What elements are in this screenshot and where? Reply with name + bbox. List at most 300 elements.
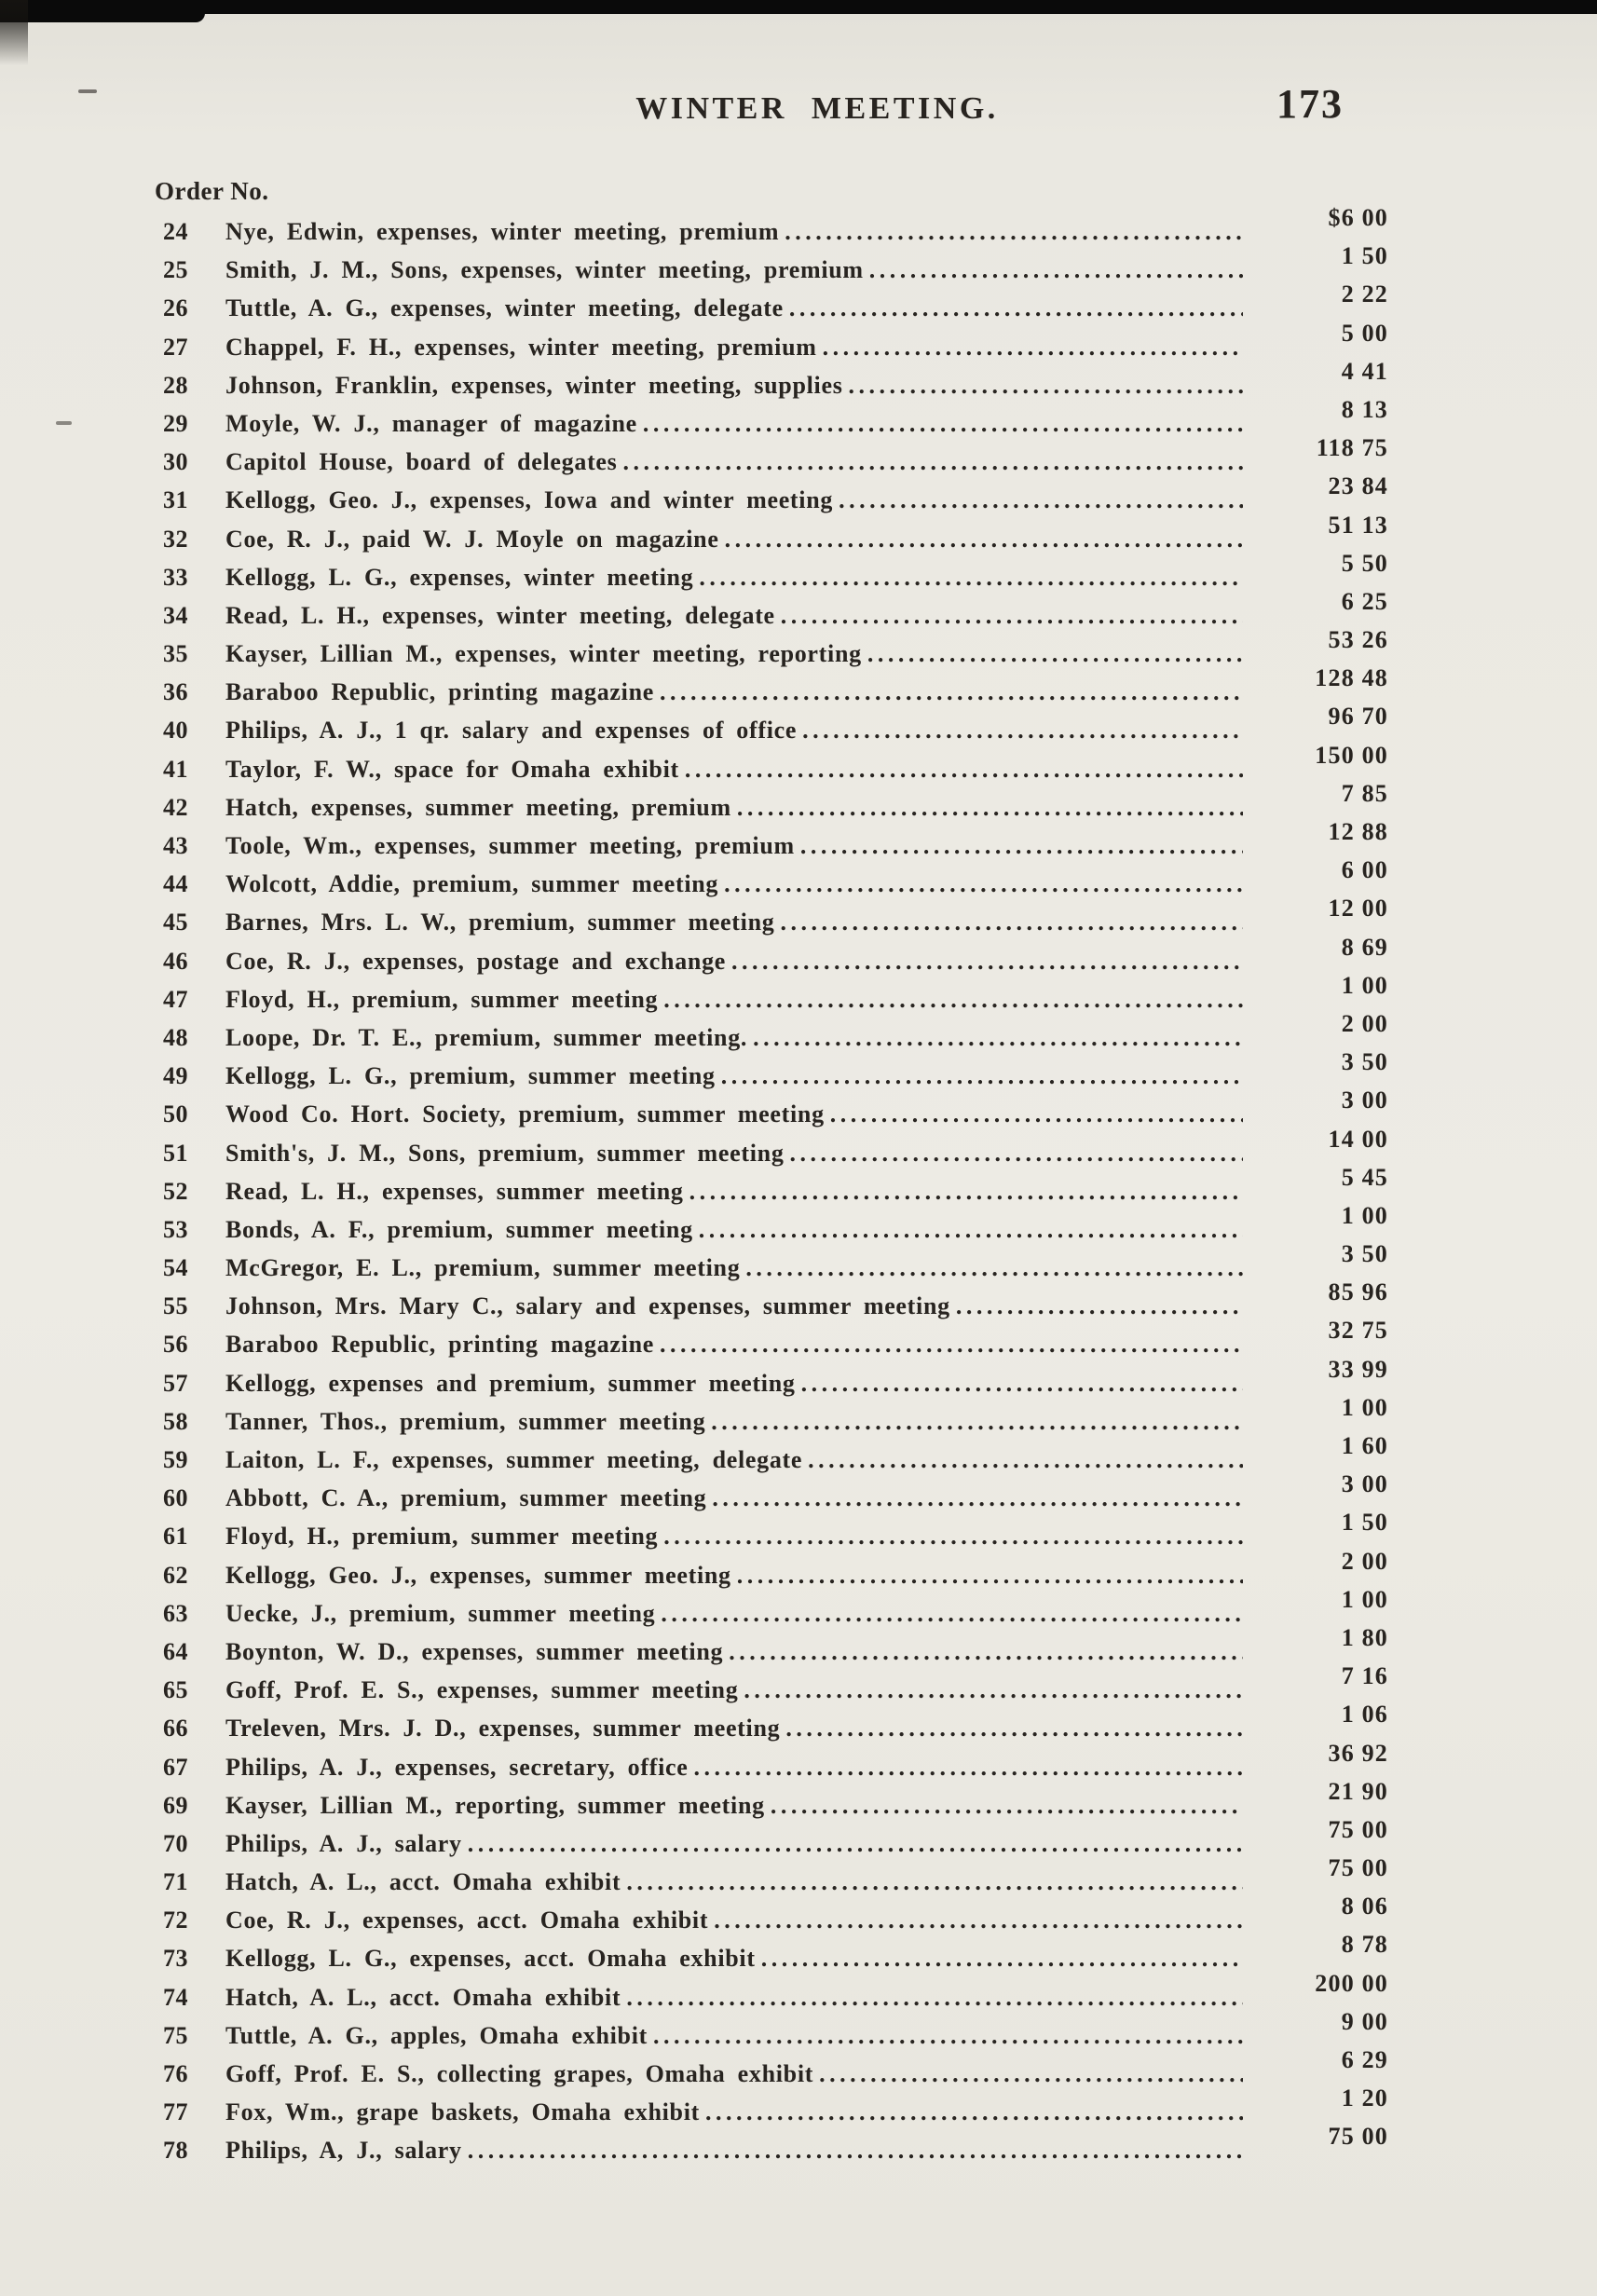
row-text: Philips, A, J., salary [225,2137,462,2165]
ledger-row [155,1163,1388,1210]
order-number: 78 [163,2137,188,2165]
ledger-row [155,971,1388,1018]
row-description [225,328,1265,366]
dot-leader [802,711,1243,749]
dot-leader [712,1479,1243,1517]
order-number: 70 [163,1829,188,1857]
dot-leader [800,827,1243,865]
ledger-row [155,1623,1388,1671]
ledger-row [155,1278,1388,1325]
row-amount: 5 00 [1341,319,1388,347]
row-description [225,1441,1265,1479]
order-number: 64 [163,1637,188,1665]
order-number: 62 [163,1561,188,1589]
order-number: 47 [163,985,188,1013]
dot-leader [789,289,1243,327]
row-text: Abbott, C. A., premium, summer meeting [225,1484,707,1512]
row-description [225,1939,1265,1977]
row-text: Philips, A. J., salary [225,1829,462,1857]
row-amount: 33 99 [1328,1355,1388,1383]
dot-leader [737,788,1243,827]
order-number: 65 [163,1676,188,1704]
order-number: 27 [163,333,188,361]
dot-leader [724,865,1243,903]
dot-leader [869,251,1243,289]
row-text: Bonds, A. F., premium, summer meeting [225,1215,693,1243]
order-number: 42 [163,793,188,821]
order-number: 71 [163,1868,188,1896]
dot-leader [839,481,1243,519]
order-number: 34 [163,601,188,629]
row-description [225,1479,1265,1517]
row-text: Hatch, A. L., acct. Omaha exhibit [225,1983,621,2011]
row-amount: 21 90 [1328,1777,1388,1805]
order-number: 56 [163,1331,188,1359]
row-text: Hatch, expenses, summer meeting, premium [225,793,731,821]
row-description [225,1786,1265,1824]
ledger-row [155,1470,1388,1517]
dot-leader [711,1402,1243,1441]
order-number: 28 [163,371,188,399]
row-description [225,1018,1265,1057]
row-amount: 3 50 [1341,1240,1388,1268]
row-amount: 1 00 [1341,1393,1388,1421]
order-number: 48 [163,1023,188,1051]
ledger-row [155,818,1388,865]
ledger-row [155,664,1388,711]
row-description [225,1095,1265,1133]
dot-leader [731,942,1243,980]
row-description [225,788,1265,827]
order-number: 61 [163,1523,188,1551]
ledger-row [155,1240,1388,1287]
row-text: Chappel, F. H., expenses, winter meeting, premium [225,333,817,361]
row-amount: 8 13 [1341,395,1388,423]
row-text: Treleven, Mrs. J. D., expenses, summer meeting [225,1715,781,1742]
row-text: Capitol House, board of delegates [225,448,618,476]
ledger-row [155,1509,1388,1555]
row-description [225,1633,1265,1671]
dot-leader [725,520,1243,558]
ledger-row [155,1815,1388,1863]
dot-leader [653,2016,1243,2055]
order-number: 77 [163,2098,188,2126]
dot-leader [785,212,1243,251]
row-amount: 12 88 [1328,818,1388,845]
order-number: 24 [163,218,188,245]
ledger-list [155,204,1388,2170]
dot-leader [801,1364,1243,1402]
row-description [225,1402,1265,1441]
row-text: Loope, Dr. T. E., premium, summer meeting. [225,1023,748,1051]
row-description [225,251,1265,289]
order-number: 32 [163,525,188,553]
row-text: Smith's, J. M., Sons, premium, summer meeting [225,1139,785,1167]
row-description [225,1172,1265,1210]
dot-leader [753,1018,1243,1057]
row-description [225,1594,1265,1633]
ledger-row [155,2007,1388,2055]
dot-leader [785,1709,1243,1747]
dot-leader [689,1172,1243,1210]
ledger-row [155,1009,1388,1057]
row-text: Kellogg, expenses and premium, summer meeting [225,1369,796,1397]
order-number: 33 [163,563,188,591]
dot-leader [781,596,1243,635]
dot-leader [744,1671,1243,1709]
ledger [155,171,1388,2170]
row-amount: 8 69 [1341,933,1388,961]
row-text: Kellogg, Geo. J., expenses, summer meeting [225,1561,731,1589]
scan-edge-artifact [0,0,205,22]
ledger-row [155,1547,1388,1594]
row-amount: 96 70 [1328,703,1388,731]
dot-leader [660,1325,1243,1363]
order-number: 49 [163,1062,188,1090]
row-amount: 3 00 [1341,1086,1388,1114]
row-amount: 3 50 [1341,1048,1388,1076]
dot-leader [745,1249,1243,1287]
row-amount: 6 29 [1341,2046,1388,2073]
ledger-row [155,1701,1388,1747]
scan-edge-artifact [0,0,1597,14]
order-number: 40 [163,717,188,745]
ledger-row [155,1585,1388,1633]
row-text: Boynton, W. D., expenses, summer meeting [225,1637,724,1665]
order-number: 35 [163,640,188,668]
row-text: Kellogg, L. G., premium, summer meeting [225,1062,716,1090]
order-number: 69 [163,1791,188,1819]
row-text: Laiton, L. F., expenses, summer meeting, delegate [225,1446,803,1473]
ledger-row [155,1854,1388,1901]
dot-leader [823,328,1243,366]
order-number: 46 [163,947,188,975]
order-number: 43 [163,832,188,859]
row-amount: 14 00 [1328,1125,1388,1153]
dot-leader [643,404,1243,443]
dot-leader [699,558,1243,596]
row-description [225,2016,1265,2055]
dot-leader [771,1786,1243,1824]
row-amount: 1 00 [1341,971,1388,999]
row-amount: 1 20 [1341,2084,1388,2112]
order-number: 29 [163,409,188,437]
ledger-row [155,2084,1388,2131]
row-description [225,827,1265,865]
ledger-row [155,1355,1388,1402]
dot-leader [819,2055,1243,2093]
dot-leader [714,1901,1243,1939]
order-number: 58 [163,1407,188,1435]
row-amount: 1 60 [1341,1432,1388,1459]
row-text: Tuttle, A. G., expenses, winter meeting, delegate [225,294,784,322]
order-number: 30 [163,448,188,476]
row-text: Floyd, H., premium, summer meeting [225,1523,659,1551]
row-text: Hatch, A. L., acct. Omaha exhibit [225,1868,621,1896]
row-description [225,1709,1265,1747]
order-no-label: Order No. [155,177,269,205]
row-description [225,711,1265,749]
order-number: 66 [163,1715,188,1742]
row-amount: 8 78 [1341,1931,1388,1959]
order-number: 73 [163,1945,188,1973]
row-description [225,1287,1265,1325]
ledger-row [155,933,1388,980]
row-amount: 75 00 [1328,1815,1388,1843]
ledger-row [155,895,1388,941]
row-text: Tuttle, A. G., apples, Omaha exhibit [225,2021,648,2049]
ledger-row [155,395,1388,443]
ledger-row [155,549,1388,596]
ledger-row [155,280,1388,327]
dot-leader [705,2093,1243,2131]
row-description [225,673,1265,711]
order-number: 45 [163,909,188,936]
row-description [225,558,1265,596]
ledger-row [155,779,1388,827]
row-amount: 1 00 [1341,1585,1388,1613]
scan-mark-artifact [56,421,72,425]
row-text: Taylor, F. W., space for Omaha exhibit [225,755,679,783]
row-amount: 9 00 [1341,2007,1388,2035]
row-description [225,520,1265,558]
row-amount: 6 25 [1341,587,1388,615]
row-amount: 1 50 [1341,242,1388,270]
row-amount: 150 00 [1315,741,1388,769]
ledger-row [155,1662,1388,1709]
ledger-row [155,1432,1388,1479]
row-text: Read, L. H., expenses, winter meeting, delegate [225,601,775,629]
row-text: Uecke, J., premium, summer meeting [225,1599,656,1627]
row-text: Johnson, Franklin, expenses, winter meeting, supplies [225,371,843,399]
row-text: Kellogg, Geo. J., expenses, Iowa and winter meeting [225,486,834,514]
row-description [225,2131,1265,2169]
dot-leader [660,673,1243,711]
row-text: Coe, R. J., expenses, postage and exchange [225,947,727,975]
row-description [225,2093,1265,2131]
row-text: Smith, J. M., Sons, expenses, winter meeting, premium [225,256,864,284]
ledger-row [155,1777,1388,1824]
row-text: Kellogg, L. G., expenses, winter meeting [225,563,694,591]
ledger-row [155,242,1388,289]
order-number: 53 [163,1215,188,1243]
row-amount: 1 50 [1341,1509,1388,1537]
order-number: 52 [163,1177,188,1205]
row-description [225,481,1265,519]
order-number: 63 [163,1599,188,1627]
row-amount: 32 75 [1328,1317,1388,1345]
row-amount: 2 00 [1341,1009,1388,1037]
row-description [225,903,1265,941]
order-number: 57 [163,1369,188,1397]
row-description [225,942,1265,980]
dot-leader [808,1441,1243,1479]
row-amount: 1 06 [1341,1701,1388,1729]
row-description [225,750,1265,788]
row-text: Moyle, W. J., manager of magazine [225,409,637,437]
order-number: 41 [163,755,188,783]
page-number: 173 [1276,81,1344,127]
row-description [225,980,1265,1018]
dot-leader [780,903,1243,941]
row-amount: 200 00 [1315,1969,1388,1997]
row-amount: 7 16 [1341,1662,1388,1690]
ledger-row [155,1201,1388,1249]
order-number: 26 [163,294,188,322]
dot-leader [468,1824,1243,1863]
row-amount: 23 84 [1328,472,1388,500]
ledger-row [155,741,1388,788]
dot-leader [790,1134,1243,1172]
ledger-row [155,319,1388,366]
row-text: Goff, Prof. E. S., collecting grapes, Omaha exhibit [225,2060,814,2087]
row-text: Philips, A. J., 1 qr. salary and expenses of office [225,717,798,745]
row-description [225,865,1265,903]
ledger-row [155,1125,1388,1172]
order-number: 74 [163,1983,188,2011]
row-amount: 85 96 [1328,1278,1388,1306]
row-text: Baraboo Republic, printing magazine [225,678,654,706]
dot-leader [663,980,1243,1018]
order-number: 67 [163,1753,188,1781]
dot-leader [685,750,1243,788]
row-amount: 36 92 [1328,1739,1388,1767]
row-description [225,366,1265,404]
row-text: McGregor, E. L., premium, summer meeting [225,1254,741,1282]
dot-leader [694,1748,1243,1786]
row-text: Wood Co. Hort. Society, premium, summer meeting [225,1100,825,1128]
row-description [225,1748,1265,1786]
order-number: 25 [163,256,188,284]
dot-leader [729,1633,1243,1671]
dot-leader [737,1556,1243,1594]
ledger-row [155,472,1388,519]
dot-leader [761,1939,1243,1977]
row-amount: 118 75 [1316,434,1388,462]
row-amount: 7 85 [1341,779,1388,807]
ledger-row [155,1931,1388,1977]
order-number: 36 [163,678,188,706]
ledger-row [155,1893,1388,1939]
order-number: 50 [163,1100,188,1128]
ledger-row [155,587,1388,635]
ledger-row [155,2046,1388,2093]
dot-leader [849,366,1243,404]
row-amount: 5 50 [1341,549,1388,577]
row-text: Fox, Wm., grape baskets, Omaha exhibit [225,2098,700,2126]
dot-leader [867,635,1243,673]
ledger-row [155,626,1388,673]
row-description [225,1517,1265,1555]
ledger-row [155,1739,1388,1786]
ledger-row [155,2123,1388,2169]
row-description [225,289,1265,327]
dot-leader [721,1057,1243,1095]
ledger-row [155,434,1388,481]
row-description [225,1249,1265,1287]
row-amount: 12 00 [1328,895,1388,922]
dot-leader [622,443,1243,481]
order-number: 75 [163,2021,188,2049]
row-text: Coe, R. J., expenses, acct. Omaha exhibit [225,1906,709,1934]
row-description [225,1364,1265,1402]
ledger-row [155,1048,1388,1095]
order-number: 31 [163,486,188,514]
row-description [225,212,1265,251]
dot-leader [830,1095,1243,1133]
ledger-row [155,1969,1388,2016]
row-text: Philips, A. J., expenses, secretary, office [225,1753,689,1781]
row-text: Goff, Prof. E. S., expenses, summer meeting [225,1676,739,1704]
scan-corner-artifact [0,0,28,65]
dot-leader [626,1863,1243,1901]
row-amount: 128 48 [1315,664,1388,692]
row-description [225,1671,1265,1709]
ledger-row [155,856,1388,903]
row-amount: $6 00 [1328,204,1388,231]
row-amount: 3 00 [1341,1470,1388,1498]
order-number: 51 [163,1139,188,1167]
row-amount: 1 00 [1341,1201,1388,1229]
row-description [225,1210,1265,1249]
ledger-row [155,703,1388,749]
row-description [225,2055,1265,2093]
row-description [225,1824,1265,1863]
dot-leader [699,1210,1243,1249]
row-amount: 75 00 [1328,2123,1388,2151]
row-description [225,404,1265,443]
row-description [225,443,1265,481]
row-description [225,596,1265,635]
row-amount: 8 06 [1341,1893,1388,1920]
order-number: 59 [163,1446,188,1473]
row-text: Kellogg, L. G., expenses, acct. Omaha exhibit [225,1945,756,1973]
order-number: 76 [163,2060,188,2087]
row-text: Kayser, Lillian M., reporting, summer meeting [225,1791,765,1819]
row-description [225,1978,1265,2016]
row-text: Coe, R. J., paid W. J. Moyle on magazine [225,525,719,553]
row-text: Baraboo Republic, printing magazine [225,1331,654,1359]
page-title: WINTER MEETING. [635,91,999,126]
ledger-row [155,204,1388,251]
row-amount: 1 80 [1341,1623,1388,1651]
row-amount: 51 13 [1328,511,1388,539]
row-text: Nye, Edwin, expenses, winter meeting, premium [225,218,780,245]
order-number: 54 [163,1254,188,1282]
row-amount: 5 45 [1341,1163,1388,1191]
row-text: Kayser, Lillian M., expenses, winter meeting, reporting [225,640,862,668]
row-text: Floyd, H., premium, summer meeting [225,985,659,1013]
row-amount: 75 00 [1328,1854,1388,1882]
ledger-row [155,357,1388,404]
dot-leader [661,1594,1243,1633]
row-amount: 6 00 [1341,856,1388,884]
dot-leader [468,2131,1243,2169]
ledger-row [155,1317,1388,1363]
row-description [225,1863,1265,1901]
row-text: Read, L. H., expenses, summer meeting [225,1177,684,1205]
dot-leader [626,1978,1243,2016]
row-text: Barnes, Mrs. L. W., premium, summer meeting [225,909,775,936]
order-number: 55 [163,1292,188,1320]
row-text: Wolcott, Addie, premium, summer meeting [225,870,719,898]
row-description [225,1556,1265,1594]
ledger-row [155,1086,1388,1133]
row-description [225,1057,1265,1095]
order-number: 60 [163,1484,188,1512]
row-description [225,635,1265,673]
row-description [225,1325,1265,1363]
